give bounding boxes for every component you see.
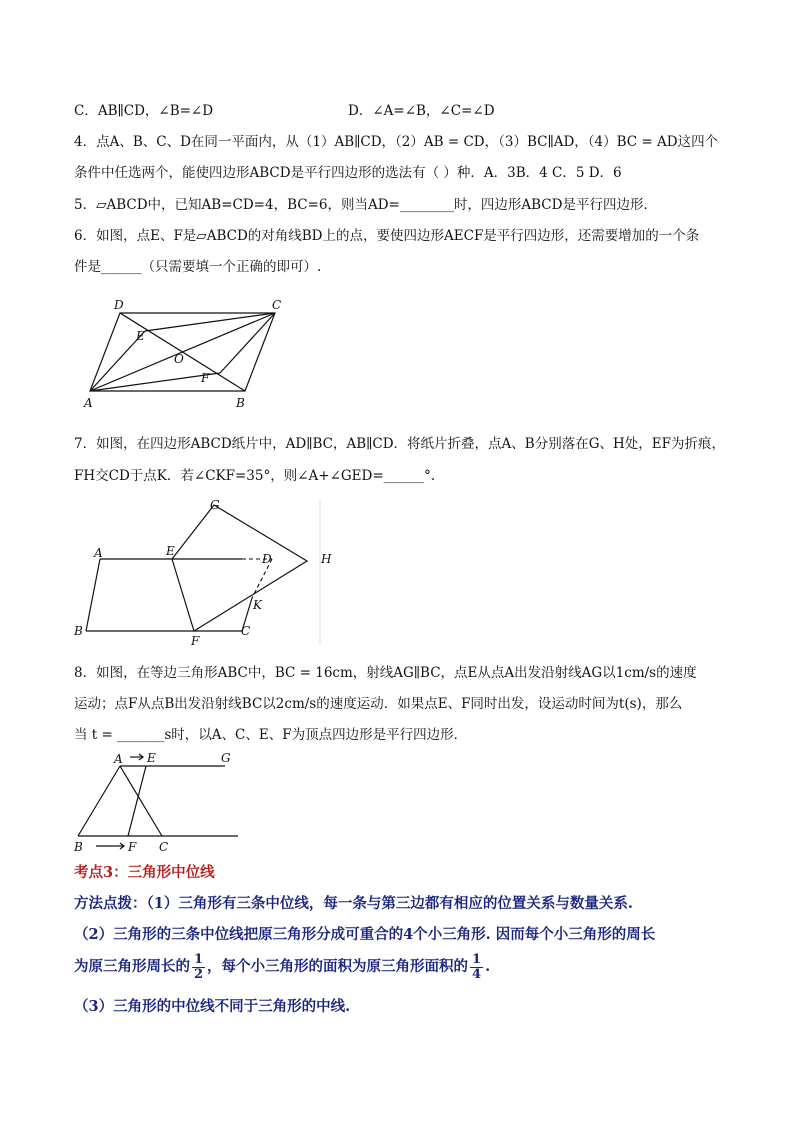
fig6-label-a: A: [84, 396, 93, 410]
fig8-label-e: E: [147, 751, 156, 765]
method-point-3-text-b: ，每个小三角形的面积为原三角形面积的: [207, 958, 469, 975]
q8-line3: 当 t = _______s时，以A、C、E、F为顶点四边形是平行四边形．: [74, 727, 468, 743]
fraction-one-quarter: [470, 953, 483, 982]
fig7-label-c: C: [241, 624, 251, 638]
section-title: 考点3：三角形中位线: [74, 864, 215, 881]
fraction-half-numerator: 1: [194, 951, 204, 967]
fig6-label-d: D: [114, 298, 124, 312]
q7-line2: FH交CD于点K．若∠CKF=35°，则∠A+∠GED=______°.: [74, 468, 436, 484]
fig6-label-f: F: [201, 371, 210, 385]
q5-text: 5．▱ABCD中，已知AB=CD=4，BC=6，则当AD=________时，四边形ABCD是平行四边形．: [74, 197, 657, 213]
fraction-quarter-denominator: 4: [472, 966, 482, 982]
fig7-label-d: D: [262, 552, 272, 566]
q6-line2: 件是______（只需要填一个正确的即可）.: [74, 259, 322, 275]
method-point-3-text-c: .: [485, 958, 491, 975]
fig7-label-a: A: [94, 546, 103, 560]
fig7-label-k: K: [253, 598, 262, 612]
figure-q8-triangle: [70, 750, 245, 858]
figure-q6-parallelogram: [80, 295, 305, 415]
fraction-half-denominator: 2: [194, 966, 204, 982]
fig6-label-b: B: [236, 396, 245, 410]
fig7-label-e: E: [166, 544, 175, 558]
method-point-3-text-a: 为原三角形周长的: [74, 958, 190, 975]
fraction-one-half: [192, 953, 205, 982]
fig7-label-h: H: [321, 552, 332, 566]
fig6-label-c: C: [272, 298, 282, 312]
fig7-label-g: G: [210, 498, 220, 512]
fig7-label-f: F: [191, 634, 200, 648]
fig8-label-f: F: [128, 840, 137, 854]
q7-line1: 7．如图，在四边形ABCD纸片中，AD∥BC，AB∥CD．将纸片折叠，点A、B分别落在G、H处，EF为折痕，: [74, 436, 725, 452]
q4-line2: 条件中任选两个，能使四边形ABCD是平行四边形的选法有（ ）种．A．3B．4 C．5 D．6: [74, 165, 622, 181]
q3-option-c: C．AB∥CD，∠B=∠D: [74, 103, 214, 119]
fraction-quarter-numerator: 1: [472, 951, 482, 967]
fig7-label-b: B: [74, 624, 83, 638]
method-point-4: （3）三角形的中位线不同于三角形的中线.: [74, 998, 351, 1015]
fig6-label-o: O: [174, 352, 184, 366]
q6-line1: 6．如图，点E、F是▱ABCD的对角线BD上的点，要使四边形AECF是平行四边形，还需要增加的一个条: [74, 228, 700, 244]
q8-line2: 运动；点F从点B出发沿射线BC以2cm/s的速度运动．如果点E、F同时出发，设运动时间为t(s)，那么: [74, 696, 683, 712]
method-point-3: [74, 950, 490, 984]
method-point-1: 方法点拨：（1）三角形有三条中位线，每一条与第三边都有相应的位置关系与数量关系.: [74, 895, 633, 912]
fig8-label-b: B: [74, 840, 83, 854]
q8-line1: 8．如图，在等边三角形ABC中，BC = 16cm，射线AG∥BC，点E从点A出发沿射线AG以1cm/s的速度: [74, 665, 697, 681]
fig8-label-c: C: [159, 840, 169, 854]
q4-line1: 4．点A、B、C、D在同一平面内，从（1）AB∥CD，（2）AB = CD，（3）BC∥AD，（4）BC = AD这四个: [74, 134, 719, 150]
method-point-2: （2）三角形的三条中位线把原三角形分成可重合的4个小三角形. 因而每个小三角形的周长: [74, 926, 656, 943]
figure-q7-fold: [70, 495, 350, 650]
fig8-label-g: G: [221, 751, 231, 765]
fig8-label-a: A: [114, 752, 123, 766]
fig6-label-e: E: [136, 329, 145, 343]
q3-option-d: D．∠A=∠B，∠C=∠D: [348, 103, 495, 119]
